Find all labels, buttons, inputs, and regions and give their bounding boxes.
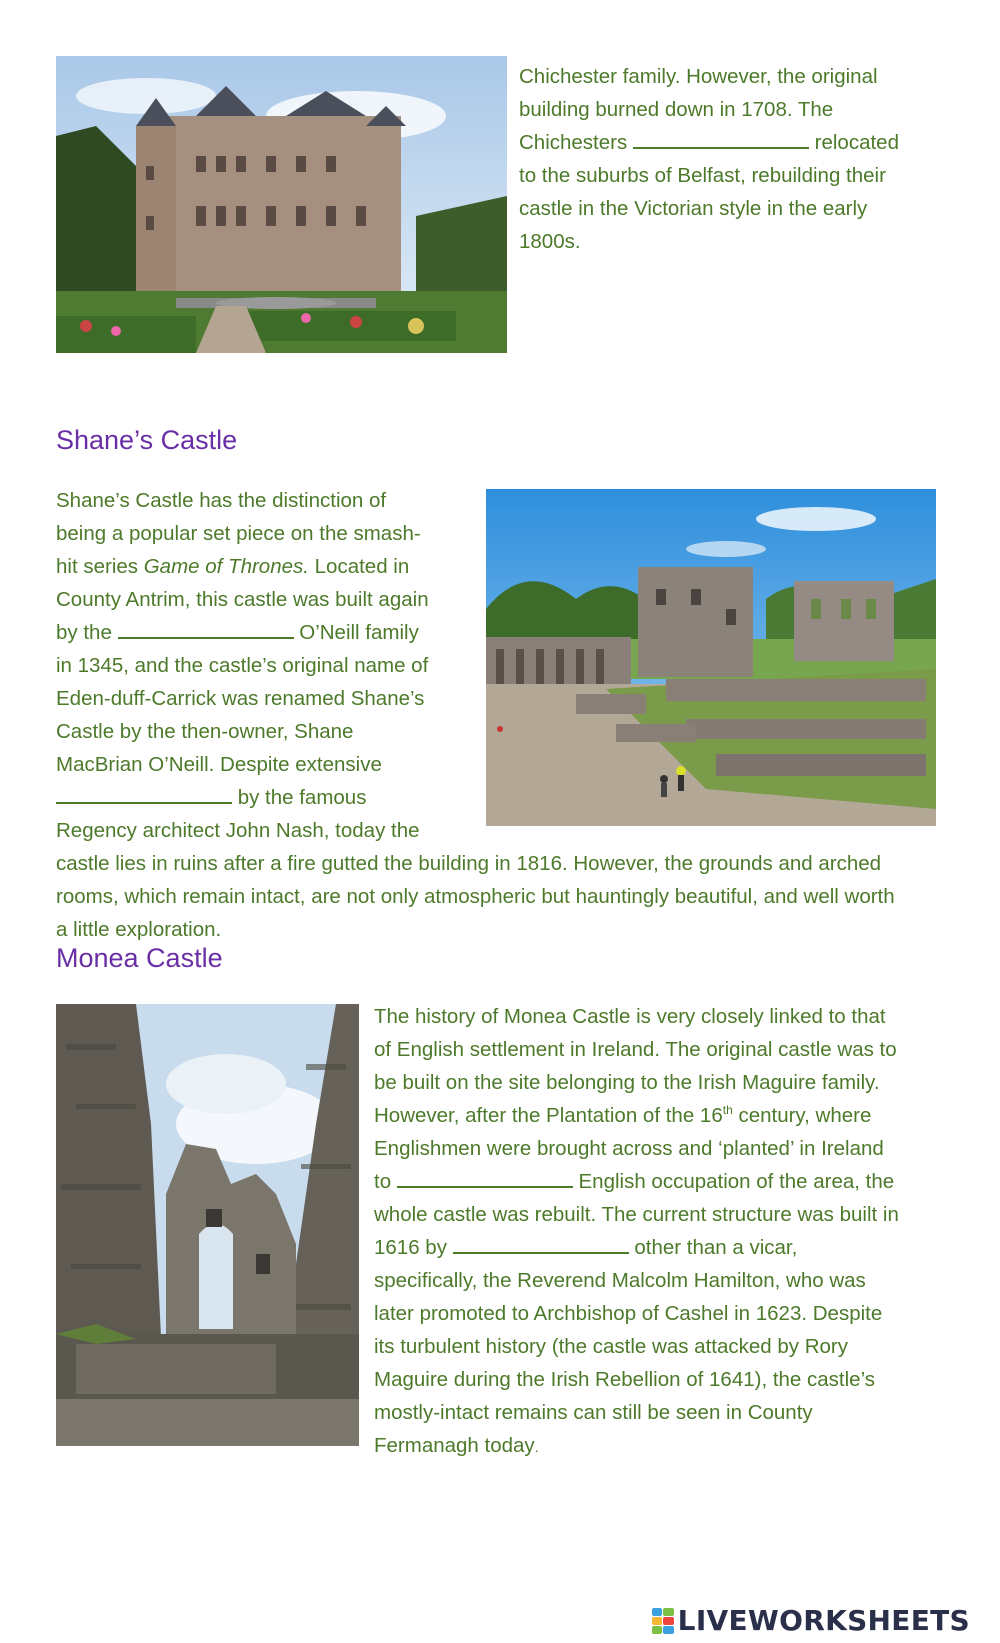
logo-text: LIVEWORKSHEETS [677, 1604, 970, 1637]
shanes-text-1: Shane’s Castle has the distinction of being a popular set piece on the smash-hit series [56, 489, 421, 578]
liveworksheets-logo [652, 1604, 970, 1637]
monea-text-end: . [534, 1439, 539, 1455]
blank-1[interactable] [633, 127, 809, 149]
shanes-castle-heading: Shane’s Castle [56, 425, 238, 455]
belfast-text-suffix: relocated to the suburbs of Belfast, rebuilding their castle in the Victorian style in the early 1800s. [519, 131, 899, 253]
monea-text-3: English occupation of the area, the whole castle was rebuilt. The current structure was built in 1616 by [374, 1170, 899, 1259]
monea-castle-photo [56, 1004, 359, 1446]
monea-text-1: The history of Monea Castle is very closely linked to that of English settlement in Ireland. The original castle was to be built on the site belonging to the Irish Maguire family. However, after the Plantation of the 16 [374, 1005, 897, 1127]
belfast-paragraph [519, 60, 914, 258]
shanes-castle-photo [486, 489, 936, 826]
shanes-italic-title: Game of Thrones. [143, 555, 309, 578]
shanes-text-2: Located in County Antrim, this castle was built again by the [56, 555, 429, 644]
logo-mark-icon [652, 1608, 674, 1634]
belfast-castle-photo [56, 56, 507, 353]
blank-4[interactable] [397, 1166, 573, 1188]
monea-text-4: other than a vicar, specifically, the Reverend Malcolm Hamilton, who was later promoted to Archbishop of Cashel in 1623. Despite its turbulent history (the castle was attacked by Rory Maguire during the Irish Rebellion of 1641), the castle’s mostly-intact remains can still be seen in County Fermanagh today [374, 1236, 883, 1457]
monea-text-2: century, where Englishmen were brought across and ‘planted’ in Ireland to [374, 1104, 884, 1193]
monea-paragraph [374, 1000, 904, 1464]
blank-2[interactable] [118, 617, 294, 639]
monea-superscript: th [722, 1103, 733, 1118]
blank-5[interactable] [453, 1232, 629, 1254]
monea-castle-heading: Monea Castle [56, 943, 223, 973]
belfast-text-prefix: Chichester family. However, the original building burned down in 1708. The Chichesters [519, 65, 878, 154]
shanes-text-4: by the famous Regency architect John Nash, today the castle lies in ruins after a fire gutted the building in 1816. However, the grounds and arched rooms, which remain intact, are not only atmospheric but hauntingly beautiful, and well worth a little exploration. [56, 786, 895, 941]
blank-3[interactable] [56, 782, 232, 804]
shanes-text-3: O’Neill family in 1345, and the castle’s original name of Eden-duff-Carrick was renamed Shane’s Castle by the then-owner, Shane MacBrian O’Neill. Despite extensive [56, 621, 429, 776]
